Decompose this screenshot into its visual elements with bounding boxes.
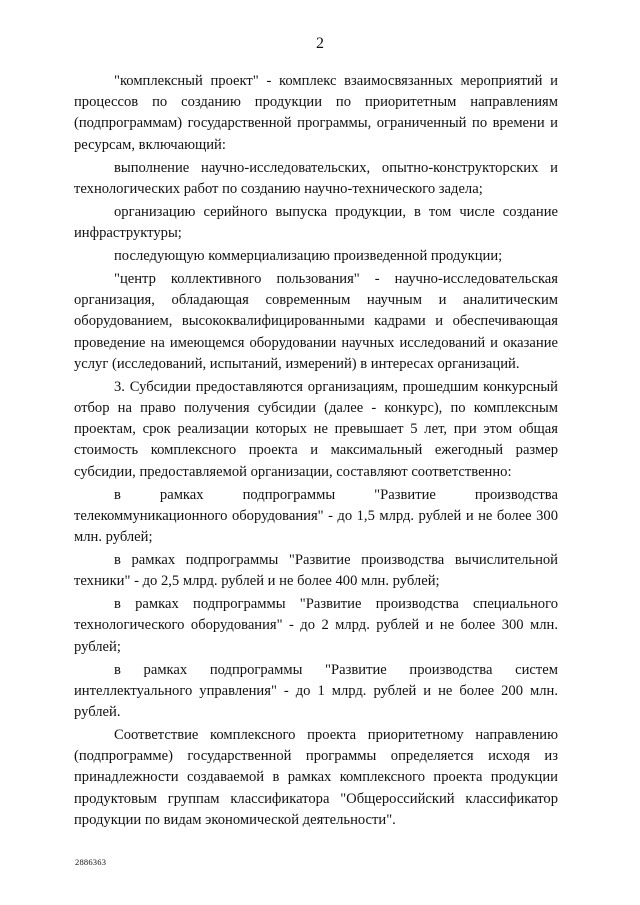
document-body	[74, 71, 558, 831]
subprogram-intelligent-control: в рамках подпрограммы "Развитие производства систем интеллектуального управления" - до 1 млрд. рублей и не более 200 млн. рублей.	[74, 661, 558, 721]
subprogram-special-equipment: в рамках подпрограммы "Развитие производства специального технологического оборудования" - до 2 млрд. рублей и не более 300 млн. рублей;	[74, 596, 558, 655]
definition-complex-project: "комплексный проект" - комплекс взаимосвязанных мероприятий и процессов по созданию продукции по приоритетным направлениям (подпрограммам) государственной программы, ограниченный по времени и ресурсам, включающий:	[74, 73, 558, 153]
page-number: 2	[316, 35, 324, 52]
subprogram-telecom-equipment: в рамках подпрограммы "Развитие производства телекоммуникационного оборудования" - до 1,5 млрд. рублей и не более 300 млн. рублей;	[74, 486, 558, 546]
clause-3-subsidies: 3. Субсидии предоставляются организациям, прошедшим конкурсный отбор на право получения субсидии (далее - конкурс), по комплексным проектам, срок реализации которых не превышает 5 лет, при этом общая стоимость комплексного проекта и максимальный ежегодный размер субсидии, предоставляемой организации, составляют соответственно:	[74, 378, 558, 480]
classifier-compliance: Соответствие комплексного проекта приоритетному направлению (подпрограмме) государственной программы определяется исходя из принадлежности создаваемой в рамках комплексного проекта продукции продуктовым группам классификатора "Общероссийский классификатор продукции по видам экономической деятельности".	[74, 727, 558, 828]
list-item-commercialization: последующую коммерциализацию произведенной продукции;	[114, 248, 503, 265]
list-item-research-works: выполнение научно-исследовательских, опытно-конструкторских и технологических работ по созданию научно-технического задела;	[74, 159, 558, 197]
definition-shared-use-center: "центр коллективного пользования" - научно-исследовательская организация, обладающая современным научным и аналитическим оборудованием, высококвалифицированными кадрами и обеспечивающая проведение на имеющемся оборудовании научных исследований и оказание услуг (исследований, испытаний, измерений) в интересах организаций.	[74, 271, 558, 372]
document-code: 2886363	[75, 857, 107, 867]
subprogram-computing: в рамках подпрограммы "Развитие производства вычислительной техники" - до 2,5 млрд. рублей и не более 400 млн. рублей;	[74, 552, 558, 590]
list-item-serial-production: организацию серийного выпуска продукции, в том числе создание инфраструктуры;	[74, 203, 558, 242]
